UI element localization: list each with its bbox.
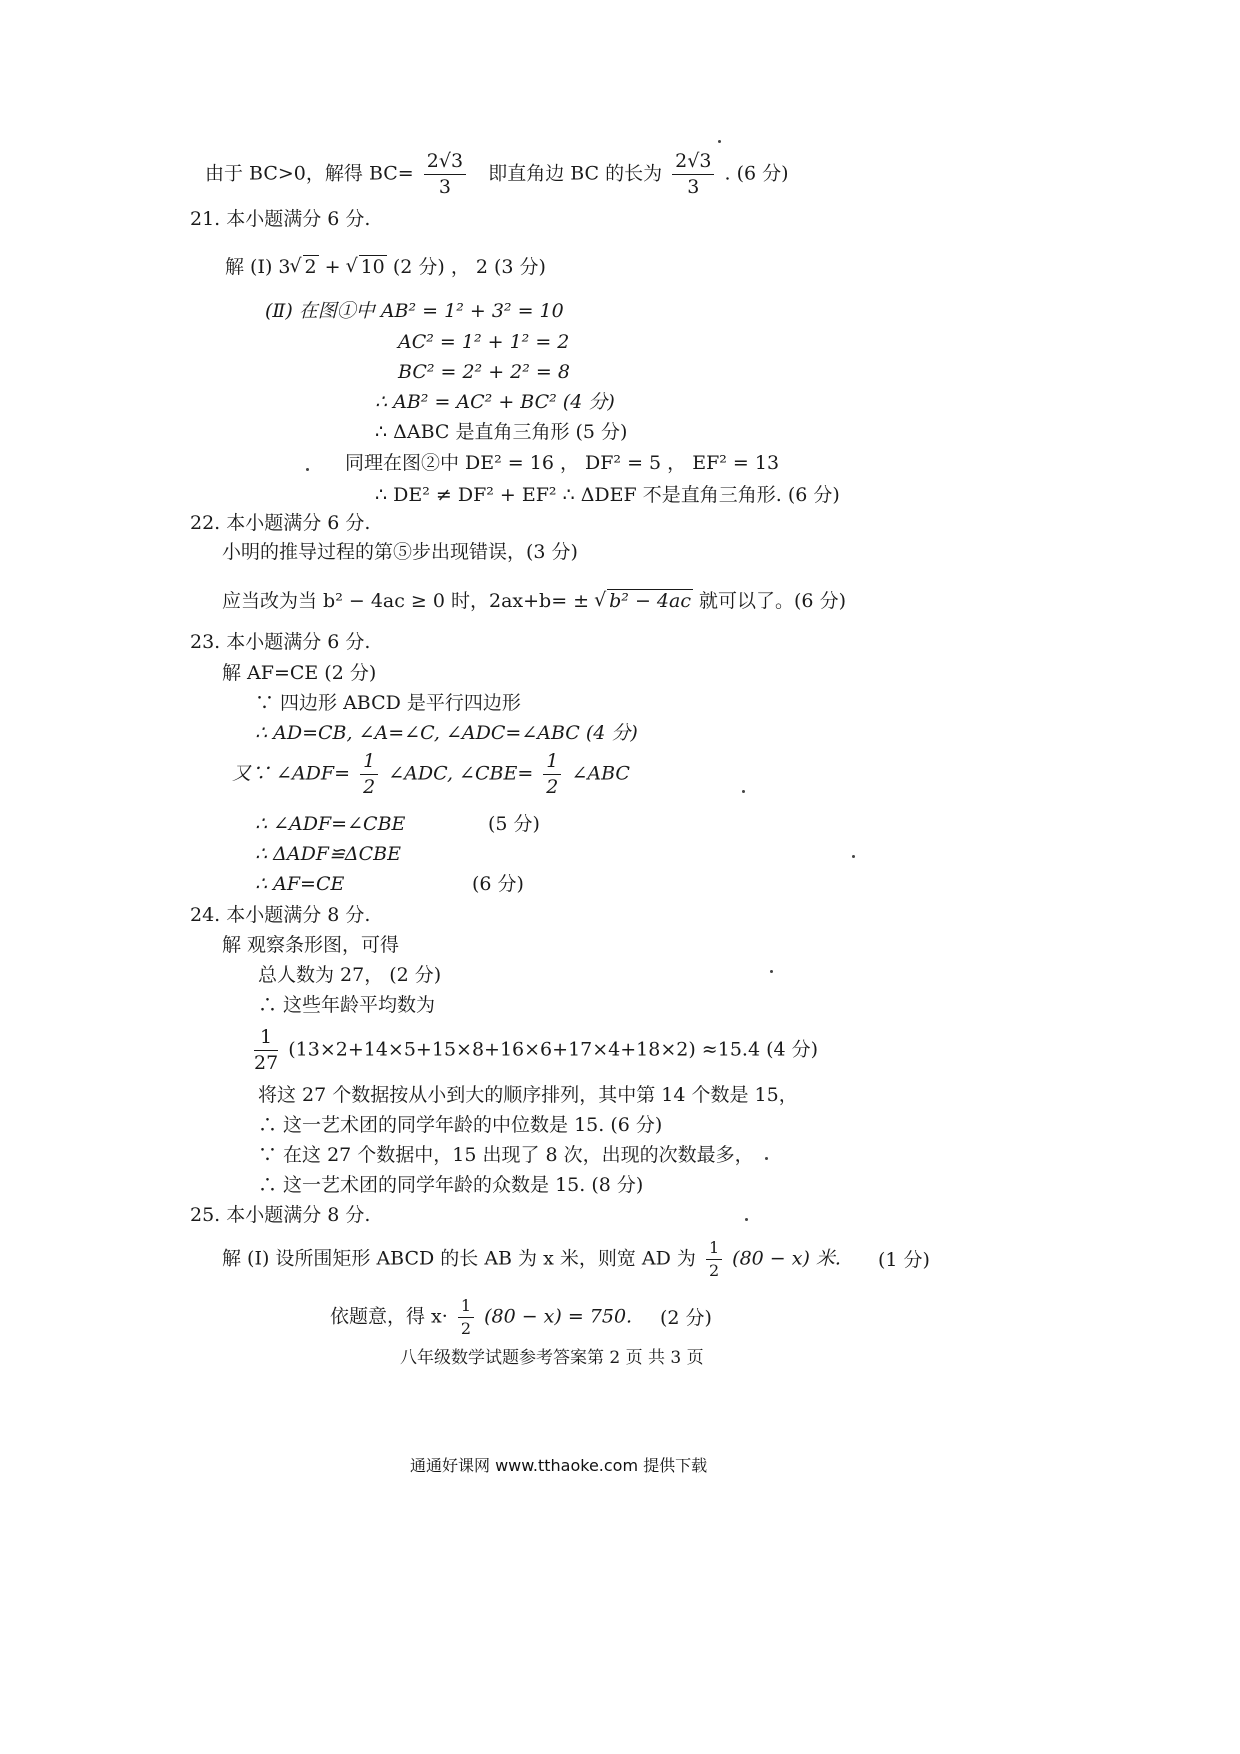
- q23-angle-equal: ∴ ∠ADF=∠CBE: [255, 813, 406, 835]
- speck: [765, 1157, 768, 1160]
- q22-correction: 应当改为当 b² − 4ac ≥ 0 时，2ax+b= ± √ b² − 4ac 就可以了。(6 分): [222, 592, 846, 611]
- q24-heading: 24. 本小题满分 8 分.: [190, 904, 371, 926]
- q23-equal-parts: ∴ AD=CB, ∠A=∠C, ∠ADC=∠ABC (4 分): [255, 722, 638, 744]
- sqrt: √ 2: [291, 258, 319, 277]
- q24-total: 总人数为 27， (2 分): [258, 964, 442, 986]
- q23-score-5: (5 分): [488, 813, 540, 835]
- q23-heading: 23. 本小题满分 6 分.: [190, 631, 371, 653]
- q24-mean-intro: ∴ 这些年龄平均数为: [258, 994, 436, 1016]
- q25-equation: 依题意，得 x· $\frac{1}{2}$ (80 − x) = 750.: [330, 1296, 633, 1338]
- speck: [742, 790, 745, 793]
- q21-bc-squared: BC² = 2² + 2² = 8: [398, 361, 570, 383]
- fraction: $\frac{1}{27}$: [254, 1026, 279, 1074]
- fraction: $\frac{2√3}{3}$: [672, 152, 714, 197]
- q21-pythagoras-check: ∴ AB² = AC² + BC² (4 分): [375, 391, 615, 413]
- q22-error-step: 小明的推导过程的第⑤步出现错误，(3 分): [222, 541, 578, 563]
- q23-answer: 解 AF=CE (2 分): [222, 662, 377, 684]
- q21-part1: 解 (Ⅰ) 3√ 2 + √ 10 (2 分) ， 2 (3 分): [225, 258, 546, 277]
- q25-part1: 解 (Ⅰ) 设所围矩形 ABCD 的长 AB 为 x 米，则宽 AD 为 $\frac{1}{2}$ (80 − x) 米.: [222, 1238, 841, 1280]
- site-footer: 通通好课网 www.tthaoke.com 提供下载: [410, 1456, 708, 1475]
- fraction: $\frac{1}{2}$: [543, 752, 561, 797]
- q23-congruent: ∴ ΔADF≌ΔCBE: [255, 843, 401, 865]
- q24-median: ∴ 这一艺术团的同学年龄的中位数是 15. (6 分): [258, 1114, 663, 1136]
- q23-half-angles: 又∵ ∠ADF= $\frac{1}{2}$ ∠ADC, ∠CBE= $\frac{1}{2}$ ∠ABC: [232, 750, 630, 798]
- speck: [852, 855, 855, 858]
- q23-score-6: (6 分): [472, 873, 524, 895]
- speck: [745, 1218, 748, 1221]
- q23-conclusion: ∴ AF=CE: [255, 873, 345, 895]
- q21-right-triangle: ∴ ΔABC 是直角三角形 (5 分): [375, 421, 628, 443]
- fraction: $\frac{1}{2}$: [360, 752, 378, 797]
- q21-ab-squared: (Ⅱ) 在图①中 AB² = 1² + 3² = 10: [265, 300, 564, 322]
- q21-def-values: 同理在图②中 DE² = 16 ， DF² = 5 ， EF² = 13: [345, 452, 780, 474]
- q25-score-2: (2 分): [660, 1307, 712, 1329]
- q22-heading: 22. 本小题满分 6 分.: [190, 512, 371, 534]
- q25-score-1: (1 分): [878, 1249, 930, 1271]
- speck: [306, 468, 309, 471]
- q21-heading: 21. 本小题满分 6 分.: [190, 208, 371, 230]
- fraction: $\frac{1}{2}$: [706, 1240, 722, 1279]
- q24-mode: ∴ 这一艺术团的同学年龄的众数是 15. (8 分): [258, 1174, 644, 1196]
- page-footer: 八年级数学试题参考答案第 2 页 共 3 页: [400, 1348, 704, 1368]
- q24-observe: 解 观察条形图，可得: [222, 934, 400, 956]
- sqrt: √ b² − 4ac: [595, 592, 693, 611]
- q25-heading: 25. 本小题满分 8 分.: [190, 1204, 371, 1226]
- q24-sorted: 将这 27 个数据按从小到大的顺序排列，其中第 14 个数是 15，: [258, 1084, 798, 1106]
- sqrt: √ 10: [347, 258, 387, 277]
- q21-ac-squared: AC² = 1² + 1² = 2: [398, 331, 570, 353]
- q24-frequency: ∵ 在这 27 个数据中，15 出现了 8 次，出现的次数最多，: [258, 1144, 754, 1166]
- fraction: $\frac{2√3}{3}$: [424, 152, 466, 197]
- speck: [770, 970, 773, 973]
- q21-def-conclusion: ∴ DE² ≠ DF² + EF² ∴ ΔDEF 不是直角三角形. (6 分): [375, 484, 840, 506]
- line-bc-solution: 由于 BC>0，解得 BC= $\frac{2√3}{3}$ 即直角边 BC 的长为 $\frac{2√3}{3}$ . (6 分): [205, 150, 789, 198]
- speck: [718, 140, 721, 143]
- q23-parallelogram: ∵ 四边形 ABCD 是平行四边形: [255, 692, 521, 714]
- q24-mean-calc: $\frac{1}{27}$ (13×2+14×5+15×8+16×6+17×4+18×2) ≈15.4 (4 分): [254, 1026, 819, 1074]
- fraction: $\frac{1}{2}$: [458, 1298, 474, 1337]
